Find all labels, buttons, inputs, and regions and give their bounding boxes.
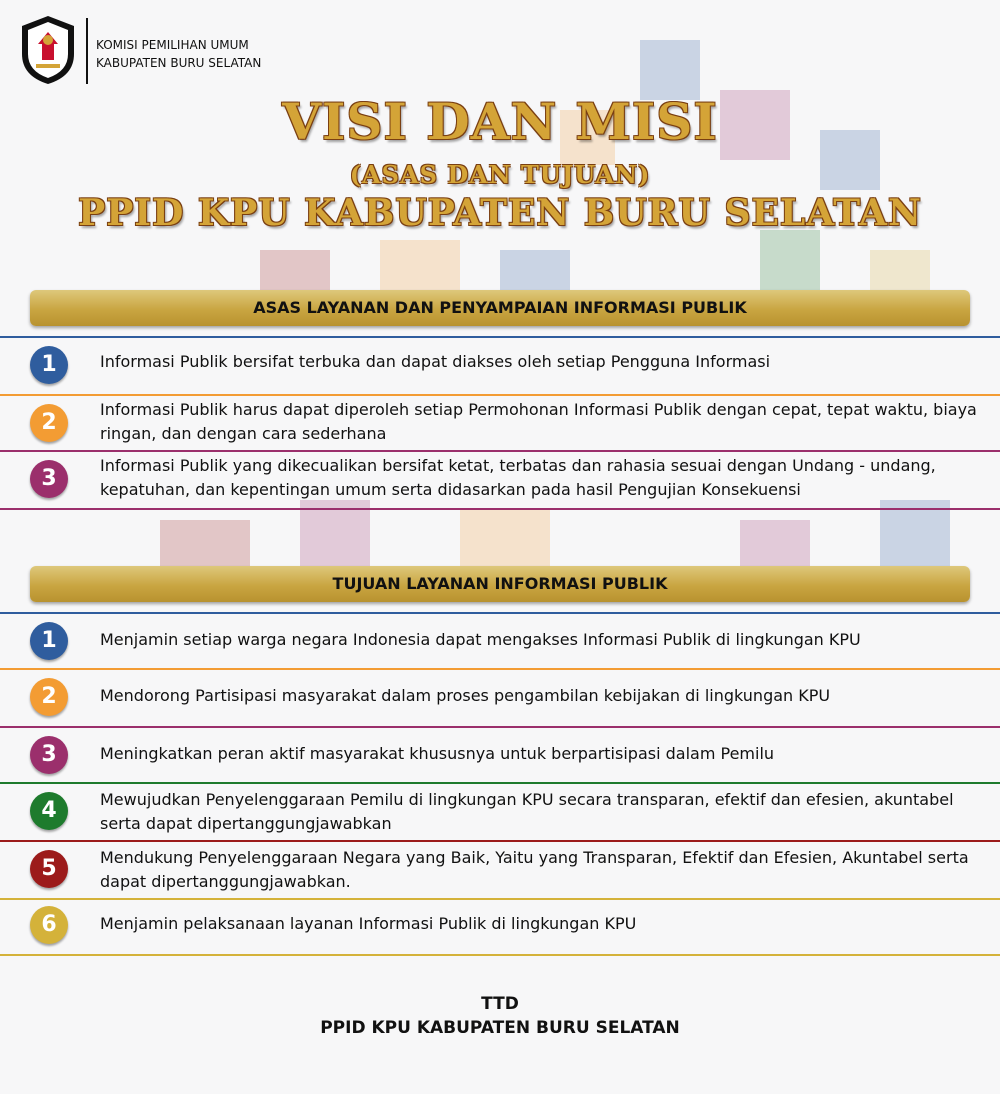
number-badge: 3 <box>30 460 68 498</box>
tujuan-item-5 <box>0 840 1000 898</box>
item-divider <box>0 450 1000 452</box>
tujuan-item-6 <box>0 898 1000 954</box>
item-text: Mendorong Partisipasi masyarakat dalam proses pengambilan kebijakan di lingkungan KPU <box>100 686 831 705</box>
title-org: PPID KPU KABUPATEN BURU SELATAN <box>78 192 922 234</box>
item-divider <box>0 394 1000 396</box>
item-divider <box>0 668 1000 670</box>
item-text: Mendukung Penyelenggaraan Negara yang Baik, Yaitu yang Transparan, Efektif dan Efesien, Akuntabel serta dapat dipertanggungjawabkan. <box>100 848 969 891</box>
tujuan-bottom-line <box>0 954 1000 956</box>
org-name <box>96 36 261 72</box>
number-badge: 1 <box>30 346 68 384</box>
item-divider <box>0 612 1000 614</box>
item-divider <box>0 336 1000 338</box>
tujuan-item-3 <box>0 726 1000 782</box>
number-badge: 1 <box>30 622 68 660</box>
item-divider <box>0 898 1000 900</box>
number-badge: 3 <box>30 736 68 774</box>
header-divider <box>86 18 88 84</box>
number-badge: 2 <box>30 404 68 442</box>
item-divider <box>0 840 1000 842</box>
title-subtitle: (ASAS DAN TUJUAN) <box>349 160 651 189</box>
item-text: Meningkatkan peran aktif masyarakat khususnya untuk berpartisipasi dalam Pemilu <box>100 744 775 763</box>
tujuan-item-1 <box>0 612 1000 668</box>
number-badge: 4 <box>30 792 68 830</box>
asas-item-3 <box>0 450 1000 508</box>
item-text: Menjamin setiap warga negara Indonesia dapat mengakses Informasi Publik di lingkungan KPU <box>100 630 861 649</box>
asas-item-1 <box>0 336 1000 394</box>
asas-section-heading: ASAS LAYANAN DAN PENYAMPAIAN INFORMASI PUBLIK <box>30 290 970 326</box>
asas-bottom-line <box>0 508 1000 510</box>
number-badge: 2 <box>30 678 68 716</box>
number-badge: 6 <box>30 906 68 944</box>
item-text: Mewujudkan Penyelenggaraan Pemilu di lingkungan KPU secara transparan, efektif dan efesien, akuntabel serta dapat dipertanggungjawabkan <box>100 790 954 833</box>
item-text: Informasi Publik bersifat terbuka dan dapat diakses oleh setiap Pengguna Informasi <box>100 352 771 371</box>
item-text: Menjamin pelaksanaan layanan Informasi Publik di lingkungan KPU <box>100 914 637 933</box>
item-text: Informasi Publik yang dikecualikan bersifat ketat, terbatas dan rahasia sesuai dengan Undang - undang, kepatuhan, dan kepentingan umum serta didasarkan pada hasil Pengujian Konsekuensi <box>100 456 936 499</box>
org-name-line1: KOMISI PEMILIHAN UMUM <box>96 38 249 52</box>
signature-org: PPID KPU KABUPATEN BURU SELATAN <box>320 1018 680 1038</box>
item-divider <box>0 782 1000 784</box>
org-name-line2: KABUPATEN BURU SELATAN <box>96 56 262 70</box>
asas-item-2 <box>0 394 1000 450</box>
tujuan-section-heading: TUJUAN LAYANAN INFORMASI PUBLIK <box>30 566 970 602</box>
tujuan-item-4 <box>0 782 1000 840</box>
title-main: VISI DAN MISI <box>282 92 718 151</box>
signature-ttd: TTD <box>481 994 519 1014</box>
number-badge: 5 <box>30 850 68 888</box>
item-text: Informasi Publik harus dapat diperoleh setiap Permohonan Informasi Publik dengan cepat, tepat waktu, biaya ringan, dan dengan cara sederhana <box>100 400 977 443</box>
tujuan-item-2 <box>0 668 1000 726</box>
kpu-logo <box>18 14 78 86</box>
item-divider <box>0 726 1000 728</box>
